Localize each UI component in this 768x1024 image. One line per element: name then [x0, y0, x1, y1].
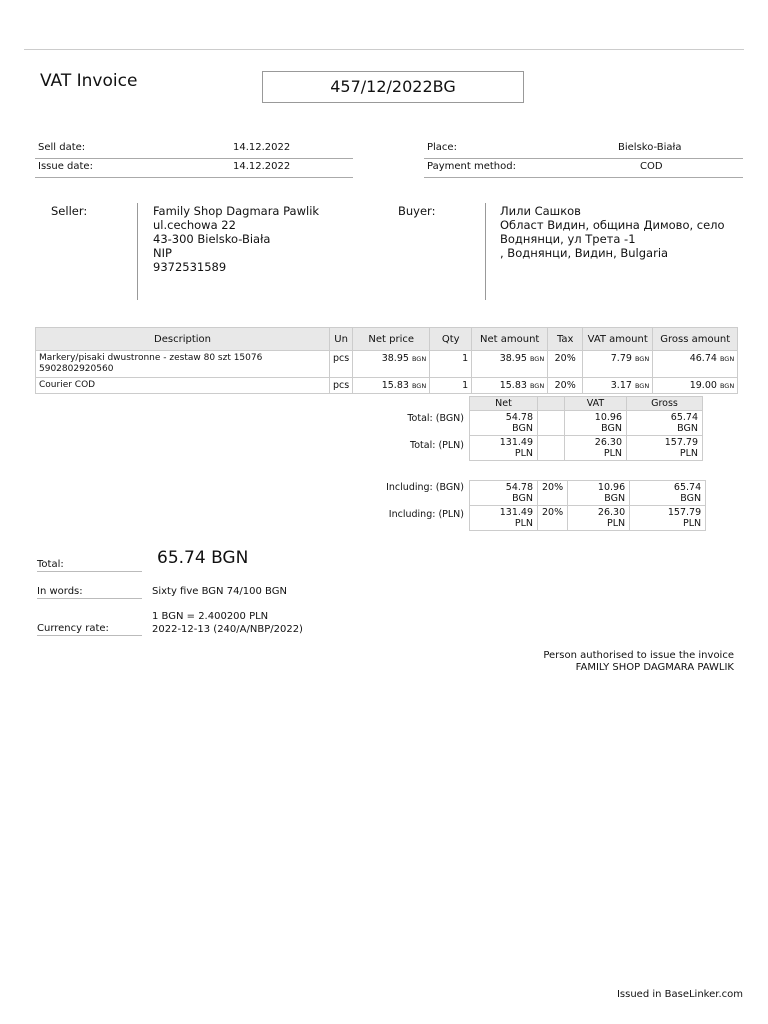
total-pln-gross: 157.79 PLN — [627, 436, 703, 461]
buyer-divider — [485, 203, 486, 300]
seller-line: ul.cechowa 22 — [153, 218, 236, 232]
total-pln-tax — [538, 436, 565, 461]
items-table — [35, 327, 738, 394]
total-bgn-label: Total: (BGN) — [407, 413, 464, 424]
invoice-number: 457/12/2022BG — [262, 71, 524, 103]
total-bgn-tax — [538, 411, 565, 436]
item-tax: 20% — [548, 351, 583, 378]
including-bgn-row — [470, 481, 706, 506]
words-value: Sixty five BGN 74/100 BGN — [152, 586, 287, 597]
item-net-price: 38.95 BGN — [353, 351, 430, 378]
item-tax: 20% — [548, 378, 583, 394]
item-gross: 46.74 BGN — [653, 351, 738, 378]
invoice-title: VAT Invoice — [40, 71, 138, 91]
including-bgn-label: Including: (BGN) — [386, 482, 464, 493]
total-pln-vat: 26.30 PLN — [565, 436, 627, 461]
col-tax: Tax — [548, 328, 583, 351]
total-pln-net: 131.49 PLN — [470, 436, 538, 461]
signature-caption: Person authorised to issue the invoice — [543, 650, 734, 661]
totals-col-vat: VAT — [565, 397, 627, 411]
issue-date-row — [35, 158, 353, 178]
place-value: Bielsko-Biała — [618, 142, 682, 153]
sell-date-row — [35, 139, 353, 159]
col-unit: Un — [330, 328, 353, 351]
buyer-line: Област Видин, община Димово, село — [500, 218, 725, 232]
payment-value: COD — [640, 161, 663, 172]
including-pln-net: 131.49 PLN — [470, 506, 538, 531]
item-name: Courier COD — [39, 380, 96, 390]
item-qty: 1 — [430, 378, 472, 394]
item-unit: pcs — [330, 351, 353, 378]
sell-date-label: Sell date: — [38, 142, 86, 153]
place-row — [424, 139, 743, 159]
signature-block — [543, 650, 734, 674]
col-description: Description — [36, 328, 330, 351]
including-pln-gross: 157.79 PLN — [630, 506, 706, 531]
including-bgn-gross: 65.74 BGN — [630, 481, 706, 506]
item-unit: pcs — [330, 378, 353, 394]
total-bgn-gross: 65.74 BGN — [627, 411, 703, 436]
seller-line: Family Shop Dagmara Pawlik — [153, 204, 320, 218]
total-pln-row — [470, 436, 703, 461]
seller-divider — [137, 203, 138, 300]
buyer-address — [500, 204, 725, 260]
payment-row — [424, 158, 743, 178]
buyer-line: Воднянци, ул Трета -1 — [500, 232, 636, 246]
item-net-amount: 38.95 BGN — [472, 351, 548, 378]
totals-col-net: Net — [470, 397, 538, 411]
total-bgn-row — [470, 411, 703, 436]
item-description — [36, 351, 330, 378]
item-qty: 1 — [430, 351, 472, 378]
sell-date-value: 14.12.2022 — [233, 142, 291, 153]
seller-label: Seller: — [51, 204, 88, 218]
footer-issued: Issued in BaseLinker.com — [616, 989, 743, 1000]
seller-address — [153, 204, 319, 274]
col-vat-amount: VAT amount — [583, 328, 653, 351]
rate-label: Currency rate: — [37, 623, 142, 636]
including-pln-vat: 26.30 PLN — [568, 506, 630, 531]
buyer-label: Buyer: — [398, 204, 436, 218]
words-label: In words: — [37, 586, 142, 599]
including-pln-tax: 20% — [538, 506, 568, 531]
including-table — [469, 480, 706, 531]
total-label: Total: — [37, 559, 142, 572]
totals-table — [469, 396, 703, 461]
totals-col-tax — [538, 397, 565, 411]
table-row — [36, 351, 738, 378]
issue-date-value: 14.12.2022 — [233, 161, 291, 172]
item-vat: 3.17 BGN — [583, 378, 653, 394]
buyer-line: , Воднянци, Видин, Bulgaria — [500, 246, 669, 260]
table-row — [36, 378, 738, 394]
seller-line: 43-300 Bielsko-Biała — [153, 232, 271, 246]
rate-line: 1 BGN = 2.400200 PLN — [152, 611, 269, 622]
col-net-price: Net price — [353, 328, 430, 351]
item-net-amount: 15.83 BGN — [472, 378, 548, 394]
including-bgn-net: 54.78 BGN — [470, 481, 538, 506]
signature-name: FAMILY SHOP DAGMARA PAWLIK — [575, 662, 734, 673]
seller-line: NIP — [153, 246, 172, 260]
buyer-line: Лили Сашков — [500, 204, 581, 218]
including-bgn-tax: 20% — [538, 481, 568, 506]
place-label: Place: — [427, 142, 457, 153]
top-divider — [24, 49, 744, 50]
total-pln-label: Total: (PLN) — [410, 440, 464, 451]
including-bgn-vat: 10.96 BGN — [568, 481, 630, 506]
item-ean: 5902802920560 — [39, 364, 114, 374]
item-description — [36, 378, 330, 394]
col-gross-amount: Gross amount — [653, 328, 738, 351]
col-qty: Qty — [430, 328, 472, 351]
payment-label: Payment method: — [427, 161, 516, 172]
total-bgn-vat: 10.96 BGN — [565, 411, 627, 436]
issue-date-label: Issue date: — [38, 161, 93, 172]
col-net-amount: Net amount — [472, 328, 548, 351]
totals-header-row — [470, 397, 703, 411]
item-name: Markery/pisaki dwustronne - zestaw 80 szt 15076 — [39, 353, 263, 363]
rate-value — [152, 610, 303, 636]
total-bgn-net: 54.78 BGN — [470, 411, 538, 436]
item-net-price: 15.83 BGN — [353, 378, 430, 394]
items-header-row — [36, 328, 738, 351]
item-vat: 7.79 BGN — [583, 351, 653, 378]
including-pln-label: Including: (PLN) — [388, 509, 464, 520]
seller-line: 9372531589 — [153, 260, 227, 274]
rate-line: 2022-12-13 (240/A/NBP/2022) — [152, 624, 303, 635]
totals-col-gross: Gross — [627, 397, 703, 411]
item-gross: 19.00 BGN — [653, 378, 738, 394]
including-pln-row — [470, 506, 706, 531]
total-value: 65.74 BGN — [157, 548, 249, 568]
